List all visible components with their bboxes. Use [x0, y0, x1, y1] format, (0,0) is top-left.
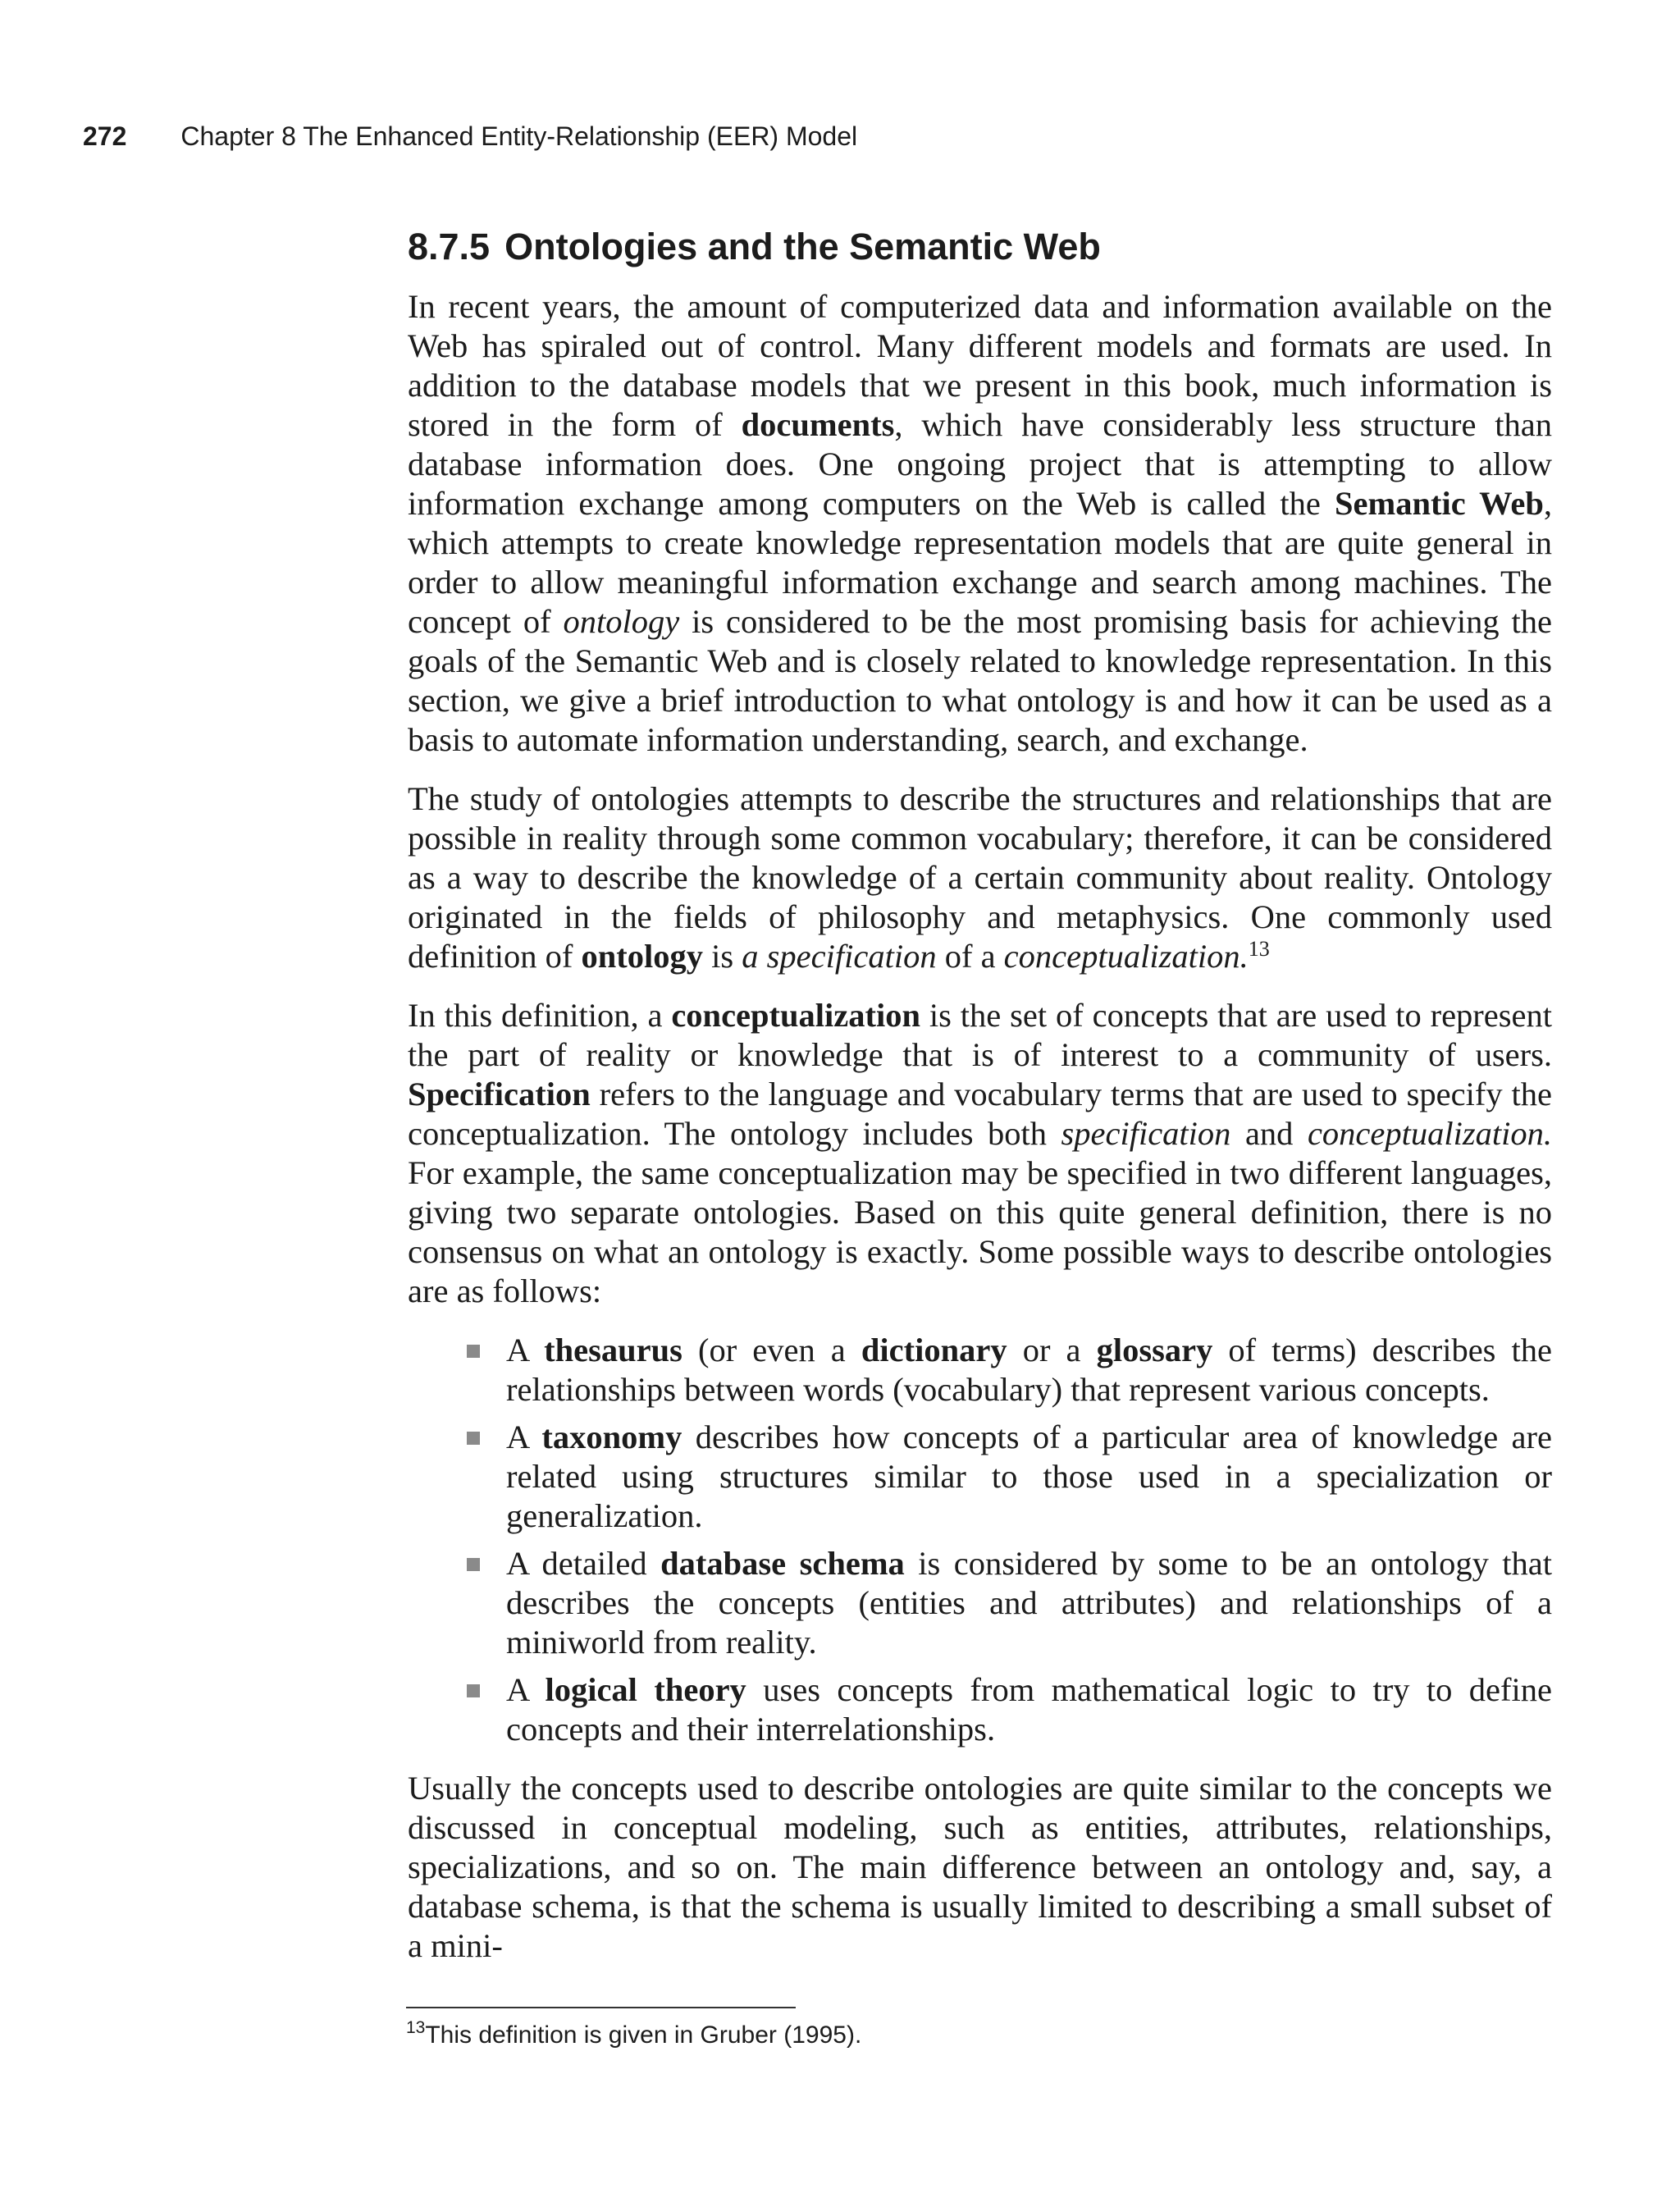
term-documents: documents [741, 406, 895, 443]
footnote-marker: 13 [1248, 937, 1270, 961]
text-run: , which have considerably less structure than database information does. One ongoing project that is attempting to allow information exchange among computers on the Web is called the [408, 406, 1553, 522]
list-item [506, 1418, 1552, 1536]
text-run: , which attempts to create knowledge representation models that are quite general in order to allow meaningful information exchange and search among machines. The concept of [408, 485, 1552, 640]
main-content [408, 223, 1552, 1966]
text-run: uses concepts from mathematical logic to try to define concepts and their interrelationships. [506, 1671, 1552, 1747]
footnote-number: 13 [406, 2018, 426, 2037]
section-number: 8.7.5 [408, 226, 491, 267]
emphasis-specification: specification [1061, 1115, 1231, 1152]
text-run: A [506, 1671, 546, 1708]
term-glossary: glossary [1096, 1332, 1213, 1368]
paragraph-2 [408, 779, 1552, 976]
text-run: of a [936, 938, 1004, 975]
section-heading [408, 223, 1552, 271]
footnote-text: This definition is given in Gruber (1995). [425, 2022, 862, 2049]
text-run: Usually the concepts used to describe ontologies are quite similar to the concepts we discussed in conceptual modeling, such as entities, attributes, relationships, specializations, and so on. The main difference between an ontology and, say, a database schema, is that the schema is usually limited to describing a small subset of a mini- [408, 1770, 1552, 1964]
term-taxonomy: taxonomy [541, 1419, 682, 1455]
emphasis-conceptualization: conceptualization. [1307, 1115, 1553, 1152]
text-run: is [702, 938, 742, 975]
footnote [406, 2018, 862, 2049]
text-run: describes how concepts of a particular area of knowledge are related using structures similar to those used in a specialization or generalization. [506, 1419, 1553, 1534]
text-run: The study of ontologies attempts to describe the structures and relationships that are possible in reality through some common vocabulary; therefore, it can be considered as a way to describe the knowledge of a certain community about reality. Ontology originated in the fields of philosophy and metaphysics. One commonly used definition of [408, 780, 1552, 975]
text-run: In this definition, a [408, 997, 672, 1034]
emphasis-conceptualization: conceptualization. [1003, 938, 1249, 975]
text-run: and [1230, 1115, 1308, 1152]
paragraph-4 [408, 1769, 1552, 1966]
paragraph-1 [408, 287, 1552, 760]
list-item [506, 1331, 1552, 1409]
term-thesaurus: thesaurus [544, 1332, 682, 1368]
section-title: Ontologies and the Semantic Web [504, 226, 1101, 267]
text-run: A [506, 1332, 545, 1368]
term-conceptualization: conceptualization [671, 997, 921, 1034]
term-specification: Specification [408, 1076, 591, 1112]
text-run: (or even a [682, 1332, 861, 1368]
text-run: In recent years, the amount of computerized data and information available on the Web has spiraled out of control. Many different models and formats are used. In addition to the database models that we present in this book, much information is stored in the form of [408, 288, 1552, 443]
text-run: is considered by some to be an ontology that describes the concepts (entities and attributes) and relationships of a miniworld from reality. [506, 1545, 1552, 1661]
term-dictionary: dictionary [861, 1332, 1007, 1368]
term-database-schema: database schema [660, 1545, 905, 1582]
page-number: 272 [83, 121, 127, 151]
emphasis-ontology: ontology [563, 603, 680, 640]
term-semantic-web: Semantic Web [1334, 485, 1544, 522]
text-run: A [506, 1419, 542, 1455]
running-head [83, 121, 857, 152]
text-run: is the set of concepts that are used to represent the part of reality or knowledge that is of interest to a community of users. [408, 997, 1552, 1073]
list-item [506, 1670, 1552, 1749]
text-run: of terms) describes the relationships between words (vocabulary) that represent various concepts. [506, 1332, 1552, 1408]
text-run: refers to the language and vocabulary terms that are used to specify the conceptualization. The ontology includes both [408, 1076, 1552, 1152]
term-logical-theory: logical theory [545, 1671, 746, 1708]
text-run: is considered to be the most promising basis for achieving the goals of the Semantic Web and is closely related to knowledge representation. In this section, we give a brief introduction to what ontology is and how it can be used as a basis to automate information understanding, search, and exchange. [408, 603, 1552, 758]
square-bullet-icon [467, 1432, 480, 1445]
footnote-divider [406, 2007, 796, 2008]
emphasis-specification: a specification [742, 938, 937, 975]
square-bullet-icon [467, 1684, 480, 1697]
square-bullet-icon [467, 1345, 480, 1358]
term-ontology: ontology [581, 938, 703, 975]
list-item [506, 1544, 1552, 1662]
text-run: or a [1007, 1332, 1097, 1368]
text-run: For example, the same conceptualization may be specified in two different languages, giving two separate ontologies. Based on this quite general definition, there is no consensus on what an ontology is exactly. Some possible ways to describe ontologies are as follows: [408, 1154, 1552, 1309]
square-bullet-icon [467, 1558, 480, 1571]
chapter-title: Chapter 8 The Enhanced Entity-Relationship (EER) Model [180, 121, 858, 151]
paragraph-3 [408, 996, 1552, 1311]
text-run: A detailed [506, 1545, 661, 1582]
ontology-types-list [408, 1331, 1552, 1749]
